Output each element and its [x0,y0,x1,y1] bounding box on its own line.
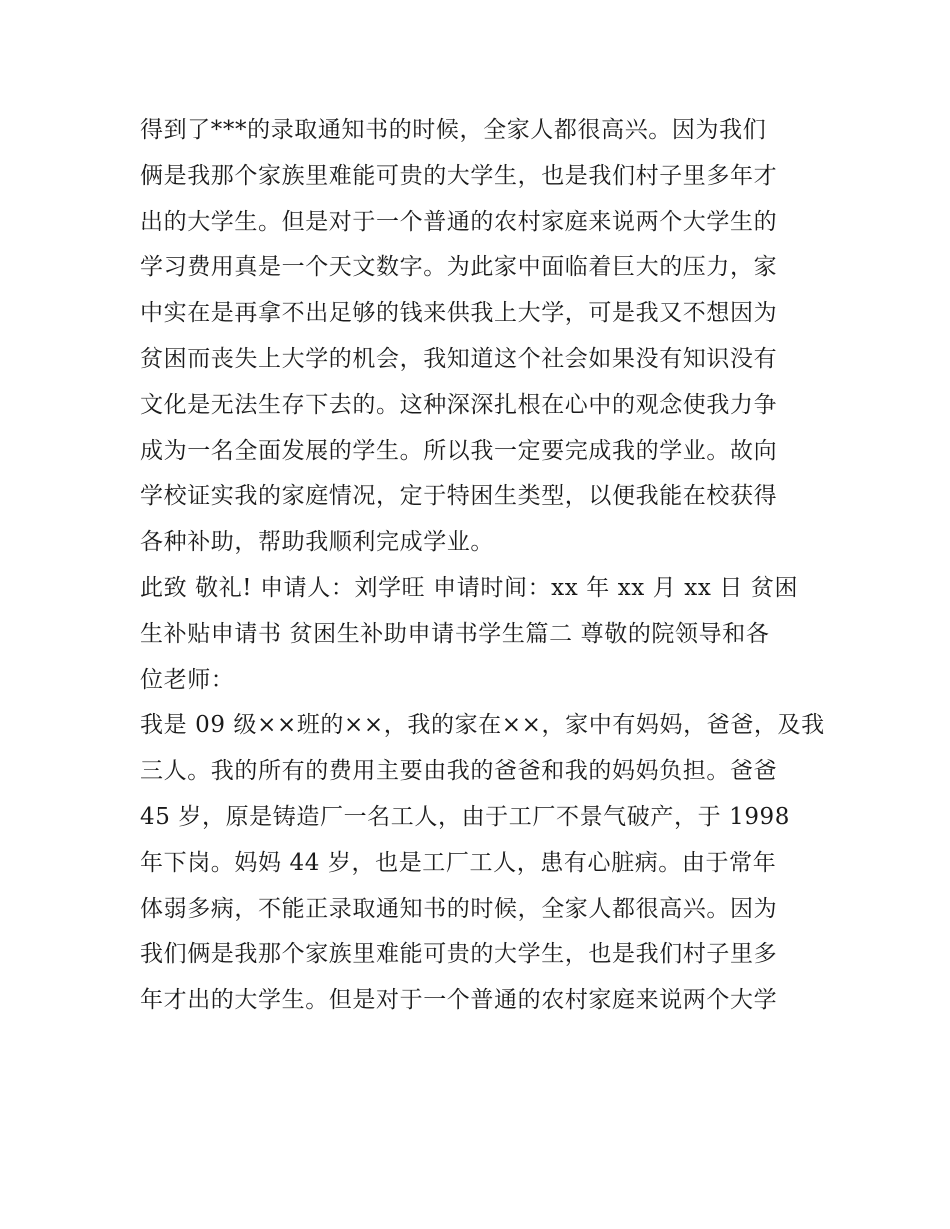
text-line-8: 成为一名全面发展的学生。所以我一定要完成我的学业。故向 [140,437,778,464]
text-line-4: 学习费用真是一个天文数字。为此家中面临着巨大的压力，家 [140,254,778,281]
text-line-12: 生补贴申请书 贫困生补助申请书学生篇二 尊敬的院领导和各 [140,620,770,647]
text-line-5: 中实在是再拿不出足够的钱来供我上大学，可是我又不想因为 [140,300,778,327]
text-line-7: 文化是无法生存下去的。这种深深扎根在心中的观念使我力争 [140,391,778,418]
text-line-11: 此致 敬礼! 申请人：刘学旺 申请时间：xx 年 xx 月 xx 日 贫困 [140,574,799,601]
text-line-6: 贫困而丧失上大学的机会，我知道这个社会如果没有知识没有 [140,345,778,372]
text-line-9: 学校证实我的家庭情况，定于特困生类型，以便我能在校获得 [140,483,778,510]
text-line-17: 年下岗。妈妈 44 岁，也是工厂工人，患有心脏病。由于常年 [140,849,777,876]
text-line-15: 三人。我的所有的费用主要由我的爸爸和我的妈妈负担。爸爸 [140,758,778,785]
text-line-14: 我是 09 级××班的××，我的家在××，家中有妈妈，爸爸，及我 [140,712,825,739]
text-line-18: 体弱多病，不能正录取通知书的时候，全家人都很高兴。因为 [140,895,778,922]
text-line-13: 位老师： [140,666,235,693]
text-line-16: 45 岁，原是铸造厂一名工人，由于工厂不景气破产，于 1998 [140,803,791,830]
text-line-19: 我们俩是我那个家族里难能可贵的大学生，也是我们村子里多 [140,941,778,968]
text-line-20: 年才出的大学生。但是对于一个普通的农村家庭来说两个大学 [140,987,778,1014]
text-line-2: 俩是我那个家族里难能可贵的大学生，也是我们村子里多年才 [140,162,778,189]
text-line-10: 各种补助，帮助我顺利完成学业。 [140,529,494,556]
text-line-3: 出的大学生。但是对于一个普通的农村家庭来说两个大学生的 [140,208,778,235]
text-line-1: 得到了***的录取通知书的时候，全家人都很高兴。因为我们 [140,117,767,143]
body-text [140,108,830,1024]
